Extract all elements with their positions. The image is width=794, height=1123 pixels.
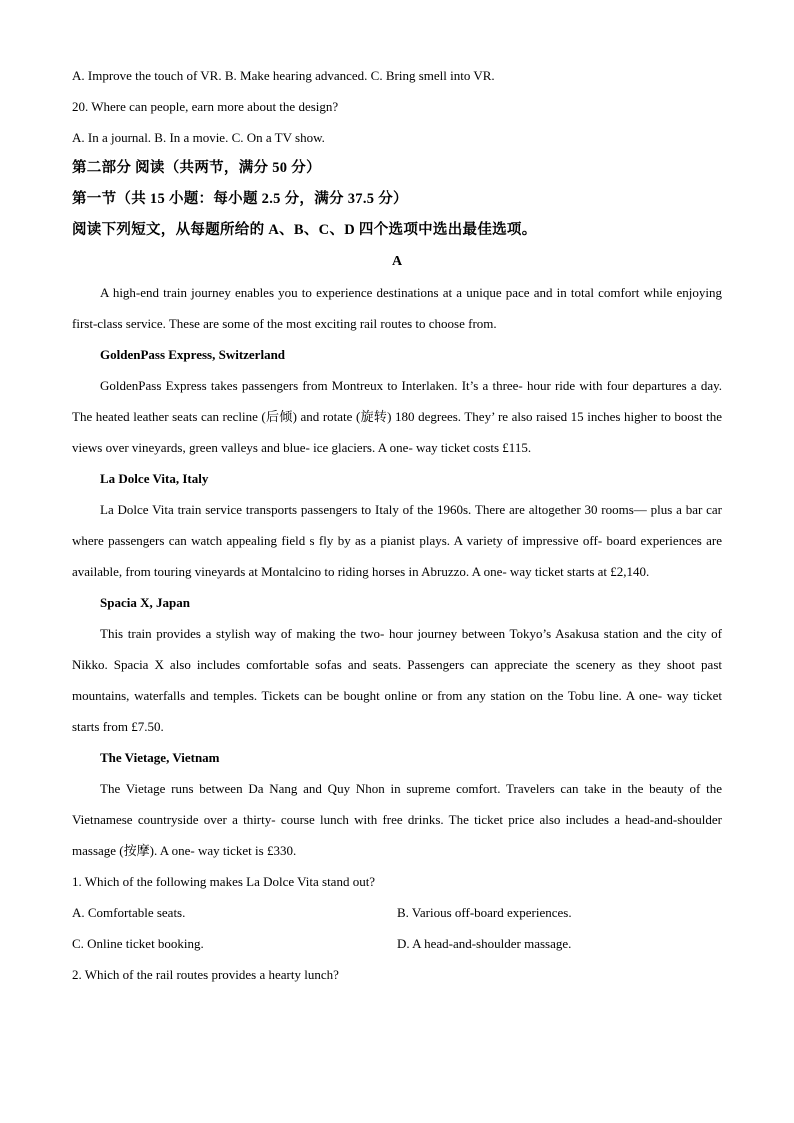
route-heading-vietage: The Vietage, Vietnam	[100, 750, 220, 765]
q19-options: A. Improve the touch of VR. B. Make hearing advanced. C. Bring smell into VR.	[72, 68, 495, 83]
route-heading-spacia-x: Spacia X, Japan	[100, 595, 190, 610]
question-1-option-d: D. A head-and-shoulder massage.	[397, 936, 572, 951]
section1-title: 第一节（共 15 小题：每小题 2.5 分，满分 37.5 分）	[72, 191, 408, 207]
exam-page	[72, 60, 722, 990]
q20-stem: 20. Where can people, earn more about the design?	[72, 99, 339, 114]
question-1-options-row-1	[72, 897, 722, 928]
q20-options: A. In a journal. B. In a movie. C. On a TV show.	[72, 130, 325, 145]
route-heading-dolce-vita: La Dolce Vita, Italy	[100, 471, 209, 486]
route-body-goldenpass: GoldenPass Express takes passengers from Montreux to Interlaken. It’s a three- hour ride with four departures a day. The heated leather seats can recline (后倾) and rotate (旋转) 180 degrees. They’ re also raised 15 inches higher to boost the views over vineyards, green valleys and blue- ice glaciers. A one- way ticket costs £115.	[72, 378, 722, 455]
passage-intro: A high-end train journey enables you to experience destinations at a unique pace and in total comfort while enjoying first-class service. These are some of the most exciting rail routes to choose from.	[72, 285, 722, 331]
question-1-stem: 1. Which of the following makes La Dolce Vita stand out?	[72, 874, 376, 889]
passage-letter: A	[391, 254, 403, 269]
reading-instruction: 阅读下列短文，从每题所给的 A、B、C、D 四个选项中选出最佳选项。	[72, 222, 537, 238]
question-1-options-row-2	[72, 928, 722, 959]
question-2-stem: 2. Which of the rail routes provides a hearty lunch?	[72, 967, 339, 982]
part2-title: 第二部分 阅读（共两节，满分 50 分）	[72, 160, 321, 176]
route-body-dolce-vita: La Dolce Vita train service transports passengers to Italy of the 1960s. There are altogether 30 rooms— plus a bar car where passengers can watch appealing field s fly by as a pianist plays. A variety of impressive off- board experiences are available, from touring vineyards at Montalcino to riding horses in Abruzzo. A one- way ticket starts at £2,140.	[72, 502, 722, 579]
route-heading-goldenpass: GoldenPass Express, Switzerland	[100, 347, 286, 362]
question-1-option-c: C. Online ticket booking.	[72, 936, 204, 951]
route-body-spacia-x: This train provides a stylish way of making the two- hour journey between Tokyo’s Asakusa station and the city of Nikko. Spacia X also includes comfortable sofas and seats. Passengers can appreciate the scenery as they shoot past mountains, waterfalls and temples. Tickets can be bought online or from any station on the Tobu line. A one- way ticket starts from £7.50.	[72, 626, 722, 734]
route-body-vietage: The Vietage runs between Da Nang and Quy Nhon in supreme comfort. Travelers can take in the beauty of the Vietnamese countryside over a thirty- course lunch with free drinks. The ticket price also includes a head-and-shoulder massage (按摩). A one- way ticket is £330.	[72, 781, 722, 858]
question-1-option-a: A. Comfortable seats.	[72, 905, 186, 920]
question-1-option-b: B. Various off-board experiences.	[397, 905, 572, 920]
